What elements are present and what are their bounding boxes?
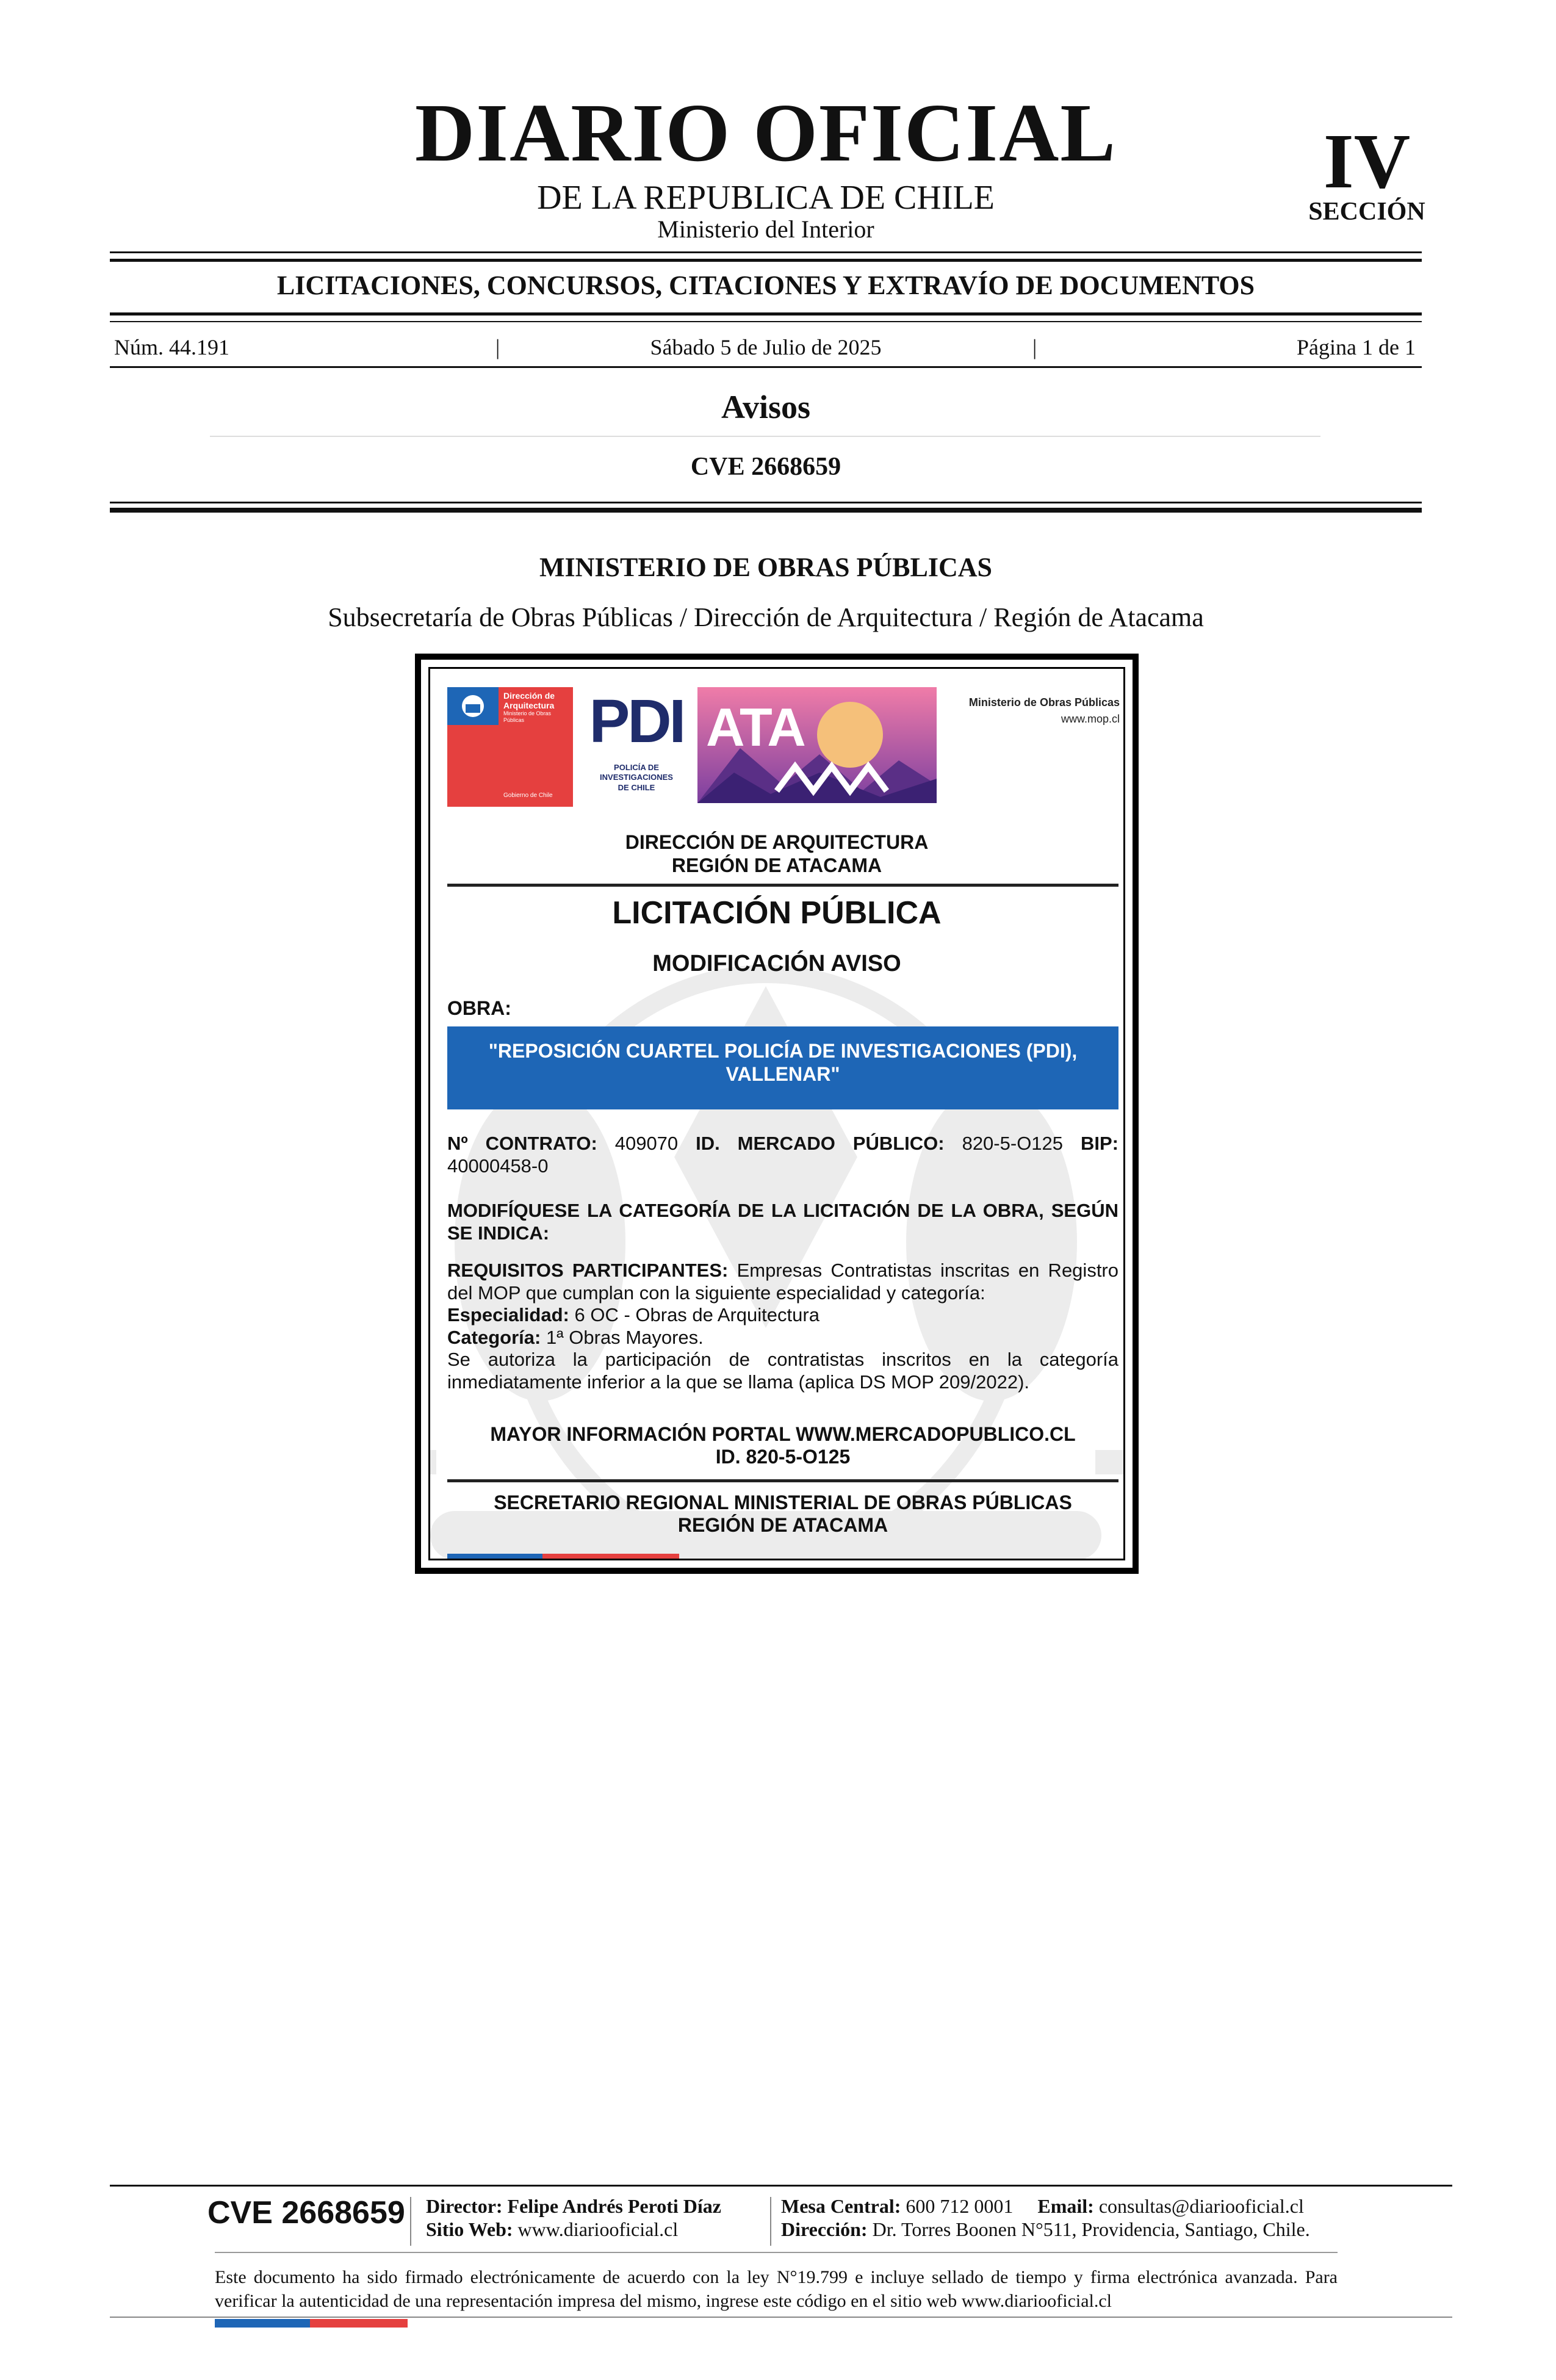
section-label: SECCIÓN [1308,198,1425,226]
footer-website [426,2218,678,2241]
cve-code: CVE 2668659 [690,453,841,481]
director-value: Felipe Andrés Peroti Díaz [507,2195,721,2217]
bip-label: BIP: [1080,1133,1118,1154]
requisitos-label: REQUISITOS PARTICIPANTES: [447,1260,729,1281]
contrato-label: Nº CONTRATO: [447,1133,597,1154]
direccion-line: DIRECCIÓN DE ARQUITECTURA [625,831,929,853]
footer-stripe-red [310,2319,408,2328]
issue-separator: | [495,335,500,359]
svg-text:ATA: ATA [706,697,805,757]
especialidad-value: 6 OC - Obras de Arquitectura [574,1304,819,1326]
footer-mesa-central [781,2194,1304,2218]
ministry-subheading: Subsecretaría de Obras Públicas / Dirección de Arquitectura / Región de Atacama [328,602,1204,632]
mop-logo-url: www.mop.cl [1061,713,1120,725]
footer-stripe-blue [215,2319,310,2328]
issue-separator: | [1032,335,1037,359]
footer-rule [110,2317,1452,2318]
notice-divider [447,1479,1118,1482]
da-logo-footer: Gobierno de Chile [503,792,553,799]
web-link[interactable]: www.diariooficial.cl [517,2218,679,2240]
footer-director [426,2194,721,2218]
director-label: Director: [426,2195,503,2217]
direccion-label: Dirección: [781,2218,868,2240]
atacama-logo [697,687,937,803]
mayor-info-line: ID. 820-5-O125 [715,1445,851,1468]
pdi-mark: PDI [589,687,684,755]
especialidad-line [447,1304,1118,1327]
requisitos-block [447,1260,1118,1393]
da-logo-line: Públicas [503,716,525,723]
footer-rule [110,2185,1452,2187]
notice-heading-rule [210,436,1320,437]
firma-line: SECRETARIO REGIONAL MINISTERIAL DE OBRAS PÚBLICAS [494,1491,1072,1513]
bip-value: 40000458-0 [447,1155,549,1177]
direccion-arquitectura-logo [447,687,573,807]
header-rule [110,251,1422,253]
obra-line: VALLENAR" [726,1062,840,1085]
email-link[interactable]: consultas@diariooficial.cl [1098,2195,1304,2217]
issue-date: Sábado 5 de Julio de 2025 [650,335,882,359]
autoriza-text: Se autoriza la participación de contratistas inscritos en la categoría inmediatamente inferior a la que se llama (aplica DS MOP 209/2022). [447,1349,1118,1393]
mesa-value: 600 712 0001 [906,2195,1014,2217]
masthead-title: DIARIO OFICIAL [414,87,1117,179]
modifiquese-statement: MODIFÍQUESE LA CATEGORÍA DE LA LICITACIÓN DE LA OBRA, SEGÚN SE INDICA: [447,1200,1118,1244]
modificacion-subtitle: MODIFICACIÓN AVISO [652,951,901,976]
da-logo-line: Ministerio de Obras [503,710,552,717]
requisitos-text: Empresas Contratistas inscritas en Registro del MOP que cumplan con la siguiente especialidad y categoría: [447,1260,1118,1304]
header-rule [110,259,1422,262]
notice-heading: Avisos [721,389,811,425]
pdi-logo-line: DE CHILE [618,782,655,792]
categoria-value: 1ª Obras Mayores. [546,1326,704,1348]
issue-page: Página 1 de 1 [1297,335,1416,359]
cve-rule [110,502,1422,503]
mayor-info-line: MAYOR INFORMACIÓN PORTAL WWW.MERCADOPUBLICO.CL [490,1423,1076,1445]
masthead-subtitle: DE LA REPUBLICA DE CHILE [537,179,995,217]
email-label: Email: [1037,2195,1094,2217]
web-label: Sitio Web: [426,2218,513,2240]
notice-box [415,654,1139,1574]
direccion-heading [430,831,1123,878]
contrato-value: 409070 [614,1133,679,1154]
contract-details [447,1133,1118,1177]
mercado-label: ID. MERCADO PÚBLICO: [696,1133,945,1154]
licitacion-title: LICITACIÓN PÚBLICA [612,895,942,931]
notice-box-inner [428,667,1125,1560]
flag-stripe-blue [447,1554,542,1560]
footer-separator [410,2197,411,2246]
categoria-label: Categoría: [447,1326,541,1348]
footer-rule [215,2252,1338,2253]
obra-label: OBRA: [447,997,511,1019]
flag-stripe-red [542,1554,679,1560]
issue-rule [110,366,1422,368]
mop-logo [949,694,1120,727]
direccion-value: Dr. Torres Boonen N°511, Providencia, Santiago, Chile. [872,2218,1310,2240]
header-rule [110,321,1422,322]
firma-line: REGIÓN DE ATACAMA [677,1513,888,1536]
obra-name [447,1040,1118,1086]
da-logo-line: Dirección de [503,691,555,701]
pdi-logo [580,687,693,803]
footer-direccion [781,2218,1310,2241]
mesa-label: Mesa Central: [781,2195,901,2217]
footer-cve: CVE 2668659 [207,2195,405,2230]
cve-rule [110,508,1422,513]
da-logo-line: Arquitectura [503,701,555,711]
requisitos-intro [447,1260,1118,1304]
footer-legal-notice: Este documento ha sido firmado electrónicamente de acuerdo con la ley N°19.799 e incluye sellado de tiempo y firma electrónica avanzada. Para verificar la autenticidad de una representación impresa del mismo, ingrese este código en el sitio web www.diariooficial.cl [215,2267,1338,2311]
pdi-logo-line: POLICÍA DE INVESTIGACIONES [600,763,673,782]
firma-block [447,1491,1118,1537]
obra-line: "REPOSICIÓN CUARTEL POLICÍA DE INVESTIGACIONES (PDI), [488,1040,1078,1062]
categoria-line [447,1327,1118,1349]
ministry-heading: MINISTERIO DE OBRAS PÚBLICAS [539,552,993,582]
category-title: LICITACIONES, CONCURSOS, CITACIONES Y EXTRAVÍO DE DOCUMENTOS [276,270,1255,300]
mayor-informacion [447,1423,1118,1468]
section-number: IV [1323,118,1411,204]
mercado-value: 820-5-O125 [962,1133,1064,1154]
issue-number: Núm. 44.191 [114,335,229,359]
mop-logo-name: Ministerio de Obras Públicas [968,696,1120,709]
direccion-line: REGIÓN DE ATACAMA [671,854,882,876]
especialidad-label: Especialidad: [447,1304,569,1326]
footer-separator [770,2197,771,2246]
notice-divider [447,884,1118,887]
masthead-ministry: Ministerio del Interior [657,215,874,243]
header-rule [110,312,1422,316]
